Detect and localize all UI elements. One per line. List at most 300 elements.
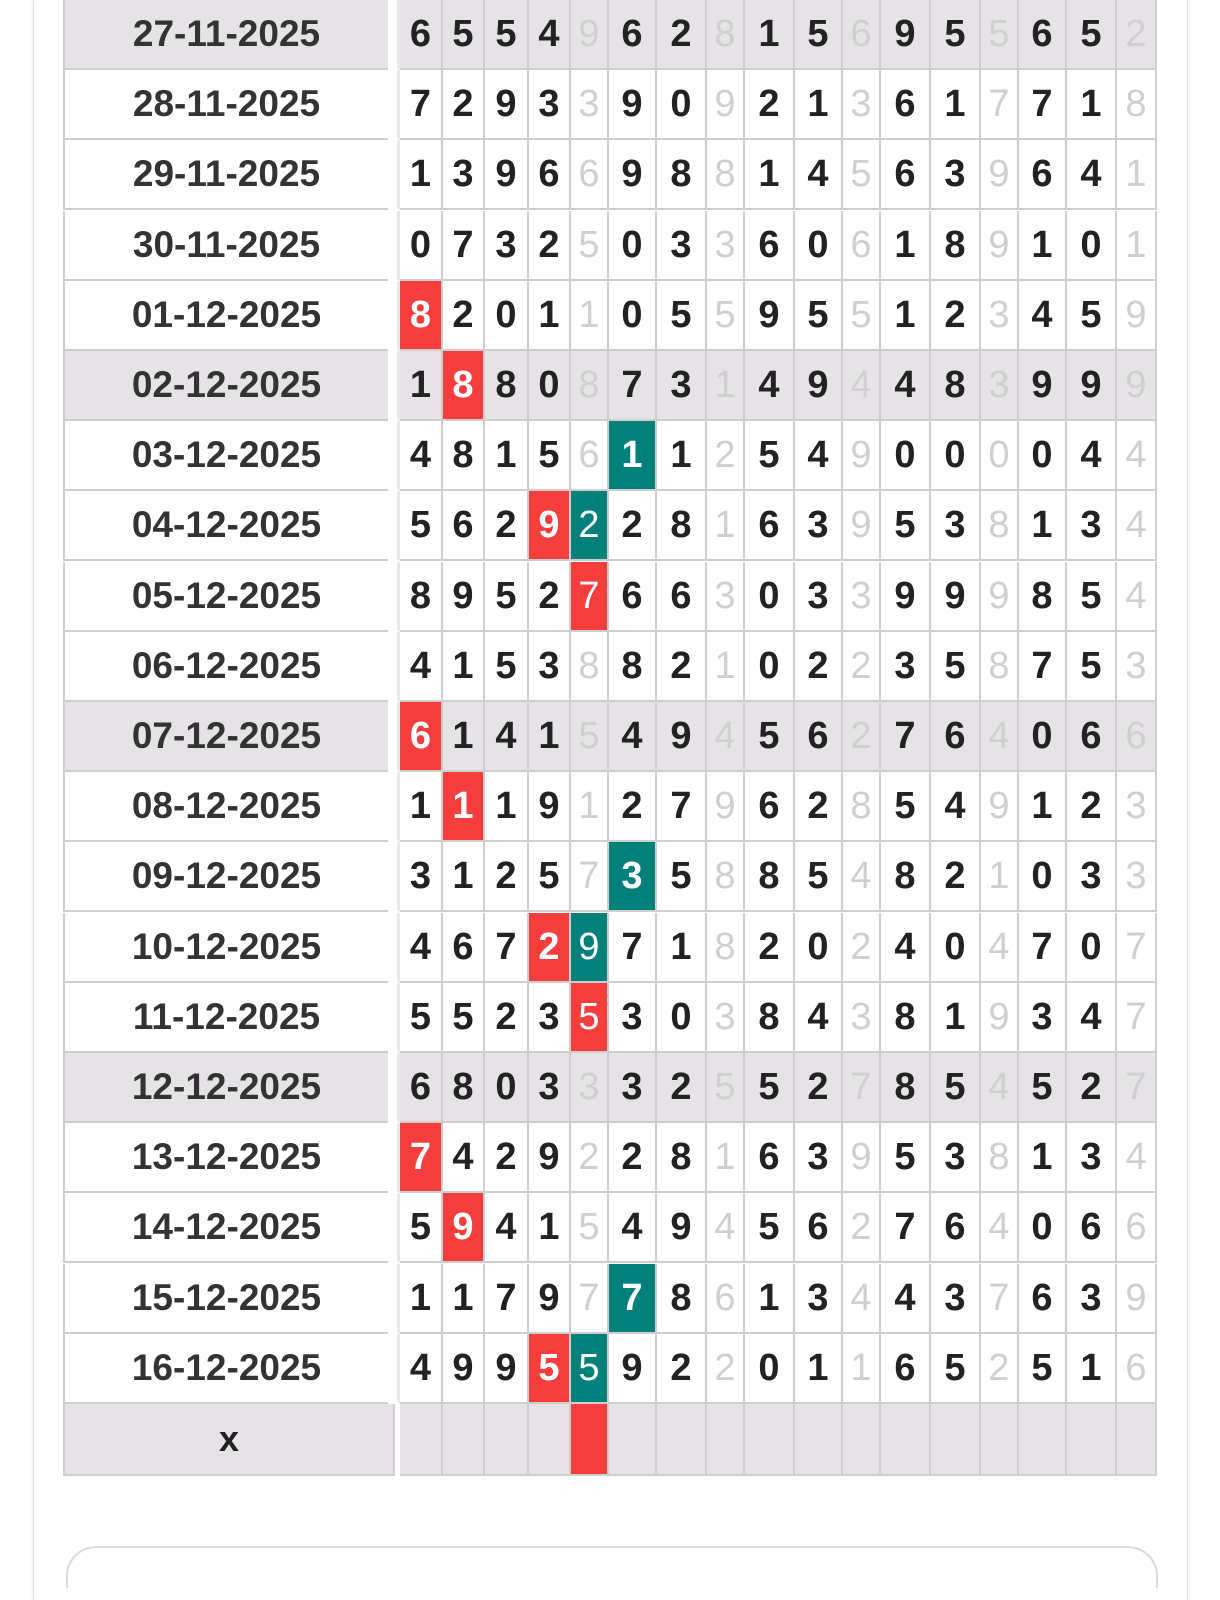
digit-cell: 0: [657, 983, 707, 1053]
digit-cell: 1: [443, 772, 485, 842]
footer-cell: [843, 1404, 881, 1476]
footer-cell: [609, 1404, 657, 1476]
digit-cell: 6: [931, 702, 981, 772]
digit-cell: 8: [707, 842, 745, 912]
digit-cell: 4: [795, 983, 843, 1053]
digit-cell: 9: [657, 1193, 707, 1263]
digit-cell: 3: [843, 562, 881, 632]
table-row: [63, 0, 1157, 70]
digit-cell: 0: [485, 281, 529, 351]
digit-cell: 5: [485, 632, 529, 702]
digit-cell: 1: [571, 281, 609, 351]
digit-cell: 2: [485, 1123, 529, 1193]
digit-cell: 4: [795, 421, 843, 491]
digit-cell: 3: [707, 211, 745, 281]
digit-cell: 1: [400, 772, 443, 842]
digit-cell: 1: [443, 1264, 485, 1334]
digit-cell: 6: [1019, 1264, 1067, 1334]
date-cell: 09-12-2025: [63, 842, 388, 912]
digit-cell: 3: [795, 562, 843, 632]
table-row: [63, 1053, 1157, 1123]
digit-cell: 6: [843, 211, 881, 281]
digit-cell: 5: [881, 491, 931, 561]
digit-cell: 4: [1067, 983, 1117, 1053]
digit-cell: 6: [443, 913, 485, 983]
column-separator: [388, 772, 400, 842]
digit-cell: 8: [443, 351, 485, 421]
digit-cell: 1: [931, 70, 981, 140]
digit-cell: 9: [981, 211, 1019, 281]
digit-cell: 2: [657, 632, 707, 702]
digit-cell: 1: [443, 702, 485, 772]
digit-cell: 1: [400, 351, 443, 421]
digit-cell: 4: [843, 351, 881, 421]
digit-cell: 5: [1067, 0, 1117, 70]
digit-cell: 1: [931, 983, 981, 1053]
footer-cell: [745, 1404, 795, 1476]
digit-cell: 0: [881, 421, 931, 491]
digit-cell: 2: [571, 1123, 609, 1193]
table-row: [63, 70, 1157, 140]
digit-cell: 3: [1067, 491, 1117, 561]
digit-cell: 4: [400, 632, 443, 702]
digit-cell: 3: [529, 983, 571, 1053]
column-separator: [388, 281, 400, 351]
digit-cell: 9: [1019, 351, 1067, 421]
digit-cell: 5: [745, 702, 795, 772]
digit-cell: 9: [529, 491, 571, 561]
digit-cell: 3: [931, 1123, 981, 1193]
digit-cell: 3: [657, 211, 707, 281]
digit-cell: 2: [981, 1334, 1019, 1404]
digit-cell: 7: [657, 772, 707, 842]
date-cell: 28-11-2025: [63, 70, 388, 140]
digit-cell: 6: [745, 1123, 795, 1193]
digit-cell: 5: [795, 842, 843, 912]
digit-cell: 2: [609, 491, 657, 561]
date-cell: 08-12-2025: [63, 772, 388, 842]
digit-cell: 8: [609, 632, 657, 702]
digit-cell: 4: [400, 1334, 443, 1404]
digit-cell: 2: [1067, 772, 1117, 842]
digit-cell: 5: [795, 0, 843, 70]
date-cell: 27-11-2025: [63, 0, 388, 70]
digit-cell: 9: [981, 562, 1019, 632]
digit-cell: 3: [529, 70, 571, 140]
table-row: [63, 842, 1157, 912]
table-row: [63, 1334, 1157, 1404]
digit-cell: 3: [529, 632, 571, 702]
digit-cell: 7: [609, 913, 657, 983]
next-card-edge: [66, 1546, 1158, 1588]
digit-cell: 7: [485, 913, 529, 983]
digit-cell: 2: [609, 1123, 657, 1193]
digit-cell: 9: [1117, 351, 1157, 421]
digit-cell: 3: [1117, 632, 1157, 702]
digit-cell: 5: [1067, 632, 1117, 702]
digit-cell: 7: [1019, 70, 1067, 140]
table-row: [63, 913, 1157, 983]
digit-cell: 1: [881, 211, 931, 281]
digit-cell: 2: [657, 1053, 707, 1123]
digit-cell: 3: [1117, 842, 1157, 912]
digit-cell: 4: [981, 1053, 1019, 1123]
digit-cell: 2: [529, 913, 571, 983]
digit-cell: 5: [843, 140, 881, 210]
date-cell: 14-12-2025: [63, 1193, 388, 1263]
digit-cell: 3: [657, 351, 707, 421]
footer-cell: [443, 1404, 485, 1476]
digit-cell: 4: [931, 772, 981, 842]
digit-cell: 7: [443, 211, 485, 281]
digit-cell: 6: [931, 1193, 981, 1263]
table-row: [63, 491, 1157, 561]
footer-cell: [1117, 1404, 1157, 1476]
digit-cell: 6: [571, 140, 609, 210]
digit-cell: 4: [443, 1123, 485, 1193]
digit-cell: 0: [609, 211, 657, 281]
table-row: [63, 211, 1157, 281]
column-separator: [388, 842, 400, 912]
digit-cell: 8: [981, 491, 1019, 561]
digit-cell: 8: [981, 1123, 1019, 1193]
digit-cell: 5: [745, 1053, 795, 1123]
digit-cell: 0: [795, 211, 843, 281]
digit-cell: 7: [881, 1193, 931, 1263]
digit-cell: 9: [707, 70, 745, 140]
digit-cell: 4: [881, 1264, 931, 1334]
digit-cell: 9: [571, 913, 609, 983]
digit-cell: 2: [657, 1334, 707, 1404]
digit-cell: 3: [795, 1264, 843, 1334]
digit-cell: 9: [485, 70, 529, 140]
digit-cell: 2: [707, 1334, 745, 1404]
digit-cell: 1: [795, 70, 843, 140]
column-separator: [388, 983, 400, 1053]
digit-cell: 1: [400, 1264, 443, 1334]
digit-cell: 5: [657, 281, 707, 351]
digit-cell: 7: [1019, 913, 1067, 983]
digit-cell: 0: [795, 913, 843, 983]
digit-cell: 9: [1067, 351, 1117, 421]
digit-cell: 4: [1067, 140, 1117, 210]
column-separator: [388, 1123, 400, 1193]
digit-cell: 7: [981, 70, 1019, 140]
digit-cell: 6: [1019, 0, 1067, 70]
digit-cell: 4: [485, 702, 529, 772]
digit-cell: 1: [707, 632, 745, 702]
digit-cell: 4: [881, 351, 931, 421]
digit-cell: 2: [657, 0, 707, 70]
digit-cell: 5: [400, 983, 443, 1053]
digit-cell: 5: [1067, 281, 1117, 351]
date-cell: 02-12-2025: [63, 351, 388, 421]
digit-cell: 0: [1019, 702, 1067, 772]
digit-cell: 1: [443, 632, 485, 702]
digit-cell: 5: [707, 1053, 745, 1123]
digit-cell: 8: [657, 1264, 707, 1334]
digit-cell: 2: [843, 702, 881, 772]
digit-cell: 0: [745, 1334, 795, 1404]
digit-cell: 5: [443, 0, 485, 70]
digit-cell: 5: [571, 702, 609, 772]
digit-cell: 6: [400, 702, 443, 772]
table-row: [63, 562, 1157, 632]
digit-cell: 7: [609, 351, 657, 421]
digit-cell: 6: [1019, 140, 1067, 210]
digit-cell: 8: [881, 842, 931, 912]
digit-cell: 4: [707, 702, 745, 772]
digit-cell: 9: [485, 140, 529, 210]
digit-cell: 6: [657, 562, 707, 632]
digit-cell: 9: [443, 1334, 485, 1404]
digit-cell: 8: [400, 281, 443, 351]
digit-cell: 2: [443, 70, 485, 140]
digit-cell: 3: [571, 70, 609, 140]
footer-cell: [657, 1404, 707, 1476]
digit-cell: 0: [981, 421, 1019, 491]
digit-cell: 2: [1117, 0, 1157, 70]
column-separator: [388, 421, 400, 491]
table-row: [63, 1264, 1157, 1334]
digit-cell: 1: [1019, 491, 1067, 561]
digit-cell: 1: [1019, 211, 1067, 281]
date-cell: 11-12-2025: [63, 983, 388, 1053]
footer-cell: [485, 1404, 529, 1476]
footer-cell: [707, 1404, 745, 1476]
digit-cell: 8: [707, 913, 745, 983]
digit-cell: 8: [931, 211, 981, 281]
column-separator: [388, 211, 400, 281]
date-cell: 29-11-2025: [63, 140, 388, 210]
digit-cell: 8: [571, 632, 609, 702]
digit-cell: 4: [707, 1193, 745, 1263]
digit-cell: 8: [657, 140, 707, 210]
digit-cell: 9: [529, 1123, 571, 1193]
footer-cell: [931, 1404, 981, 1476]
digit-cell: 4: [485, 1193, 529, 1263]
digit-cell: 1: [1117, 140, 1157, 210]
digit-cell: 2: [843, 913, 881, 983]
digit-cell: 3: [1117, 772, 1157, 842]
digit-cell: 5: [400, 1193, 443, 1263]
digit-cell: 9: [843, 1123, 881, 1193]
digit-cell: 5: [571, 1334, 609, 1404]
digit-cell: 5: [981, 0, 1019, 70]
digit-cell: 7: [485, 1264, 529, 1334]
digit-cell: 9: [609, 140, 657, 210]
digit-cell: 3: [609, 1053, 657, 1123]
digit-cell: 8: [745, 842, 795, 912]
digit-cell: 8: [571, 351, 609, 421]
digit-cell: 0: [400, 211, 443, 281]
digit-cell: 6: [745, 211, 795, 281]
digit-cell: 5: [485, 562, 529, 632]
digit-cell: 3: [1067, 842, 1117, 912]
digit-cell: 9: [1117, 1264, 1157, 1334]
digit-cell: 1: [1117, 211, 1157, 281]
digit-cell: 7: [400, 1123, 443, 1193]
digit-cell: 0: [657, 70, 707, 140]
date-cell: 13-12-2025: [63, 1123, 388, 1193]
digit-cell: 4: [843, 842, 881, 912]
digit-cell: 3: [881, 632, 931, 702]
digit-cell: 2: [745, 70, 795, 140]
digit-cell: 1: [485, 421, 529, 491]
digit-cell: 3: [609, 983, 657, 1053]
column-separator: [388, 1193, 400, 1263]
digit-cell: 6: [745, 772, 795, 842]
digit-cell: 1: [609, 421, 657, 491]
digit-cell: 3: [843, 983, 881, 1053]
table-row: [63, 632, 1157, 702]
date-cell: 16-12-2025: [63, 1334, 388, 1404]
digit-cell: 5: [707, 281, 745, 351]
digit-cell: 6: [843, 0, 881, 70]
digit-cell: 1: [529, 702, 571, 772]
digit-cell: 7: [981, 1264, 1019, 1334]
digit-cell: 8: [707, 140, 745, 210]
digit-cell: 6: [881, 140, 931, 210]
digit-cell: 4: [843, 1264, 881, 1334]
digit-cell: 8: [707, 0, 745, 70]
table-row: [63, 772, 1157, 842]
digit-cell: 9: [843, 421, 881, 491]
digit-cell: 6: [881, 70, 931, 140]
footer-cell: [795, 1404, 843, 1476]
digit-cell: 9: [795, 351, 843, 421]
digit-cell: 4: [1019, 281, 1067, 351]
digit-cell: 5: [931, 1334, 981, 1404]
digit-cell: 5: [881, 772, 931, 842]
digit-cell: 2: [931, 281, 981, 351]
digit-cell: 9: [981, 772, 1019, 842]
digit-cell: 3: [1067, 1264, 1117, 1334]
digit-cell: 9: [881, 562, 931, 632]
digit-cell: 9: [609, 70, 657, 140]
digit-cell: 1: [881, 281, 931, 351]
column-separator: [388, 0, 400, 70]
digit-cell: 4: [981, 702, 1019, 772]
digit-cell: 1: [981, 842, 1019, 912]
digit-cell: 5: [745, 421, 795, 491]
digit-cell: 8: [657, 491, 707, 561]
footer-cell: [400, 1404, 443, 1476]
digit-cell: 9: [443, 562, 485, 632]
digit-cell: 1: [745, 0, 795, 70]
table-row: [63, 140, 1157, 210]
digit-cell: 5: [1019, 1334, 1067, 1404]
digit-cell: 9: [931, 562, 981, 632]
date-cell: 30-11-2025: [63, 211, 388, 281]
digit-cell: 1: [529, 1193, 571, 1263]
digit-cell: 2: [707, 421, 745, 491]
digit-cell: 4: [981, 1193, 1019, 1263]
digit-cell: 4: [1067, 421, 1117, 491]
date-cell: 01-12-2025: [63, 281, 388, 351]
digit-cell: 6: [609, 562, 657, 632]
digit-cell: 4: [981, 913, 1019, 983]
digit-cell: 1: [657, 421, 707, 491]
digit-cell: 4: [400, 421, 443, 491]
footer-cell: [529, 1404, 571, 1476]
digit-cell: 5: [529, 421, 571, 491]
digit-cell: 4: [745, 351, 795, 421]
table-row: [63, 1123, 1157, 1193]
digit-cell: 2: [1067, 1053, 1117, 1123]
digit-cell: 1: [485, 772, 529, 842]
digit-cell: 1: [707, 1123, 745, 1193]
digit-cell: 0: [931, 421, 981, 491]
column-separator: [388, 491, 400, 561]
digit-cell: 8: [443, 421, 485, 491]
digit-cell: 0: [529, 351, 571, 421]
digit-cell: 8: [485, 351, 529, 421]
date-cell: 06-12-2025: [63, 632, 388, 702]
column-separator: [388, 70, 400, 140]
digit-cell: 6: [795, 1193, 843, 1263]
digit-cell: 2: [795, 1053, 843, 1123]
digit-cell: 7: [400, 70, 443, 140]
digit-cell: 1: [745, 140, 795, 210]
digit-cell: 5: [931, 1053, 981, 1123]
digit-cell: 5: [1019, 1053, 1067, 1123]
digit-cell: 4: [1117, 491, 1157, 561]
digit-cell: 9: [485, 1334, 529, 1404]
footer-cell: [1019, 1404, 1067, 1476]
table-row: [63, 281, 1157, 351]
footer-cell: [981, 1404, 1019, 1476]
digit-cell: 4: [609, 702, 657, 772]
digit-cell: 3: [529, 1053, 571, 1123]
digit-cell: 6: [745, 491, 795, 561]
date-cell: 15-12-2025: [63, 1264, 388, 1334]
column-separator: [388, 1053, 400, 1123]
digit-cell: 1: [1019, 772, 1067, 842]
digit-cell: 2: [795, 632, 843, 702]
digit-cell: 8: [443, 1053, 485, 1123]
digit-cell: 4: [1117, 562, 1157, 632]
digit-cell: 6: [1067, 702, 1117, 772]
digit-cell: 9: [571, 0, 609, 70]
digit-cell: 3: [707, 983, 745, 1053]
digit-cell: 0: [1067, 211, 1117, 281]
digit-cell: 1: [1019, 1123, 1067, 1193]
digit-cell: 5: [881, 1123, 931, 1193]
date-cell: 10-12-2025: [63, 913, 388, 983]
digit-cell: 1: [707, 351, 745, 421]
column-separator: [388, 140, 400, 210]
digit-cell: 8: [881, 1053, 931, 1123]
column-separator: [388, 351, 400, 421]
digit-cell: 2: [485, 983, 529, 1053]
digit-cell: 8: [931, 351, 981, 421]
digit-cell: 5: [745, 1193, 795, 1263]
table-row: [63, 983, 1157, 1053]
digit-cell: 9: [981, 983, 1019, 1053]
digit-cell: 2: [571, 491, 609, 561]
digit-cell: 1: [1067, 1334, 1117, 1404]
digit-cell: 5: [529, 1334, 571, 1404]
digit-cell: 6: [529, 140, 571, 210]
digit-cell: 9: [981, 140, 1019, 210]
digit-cell: 5: [400, 491, 443, 561]
digit-cell: 1: [1067, 70, 1117, 140]
digit-cell: 5: [795, 281, 843, 351]
digit-cell: 6: [881, 1334, 931, 1404]
date-cell: 03-12-2025: [63, 421, 388, 491]
table-row: [63, 351, 1157, 421]
